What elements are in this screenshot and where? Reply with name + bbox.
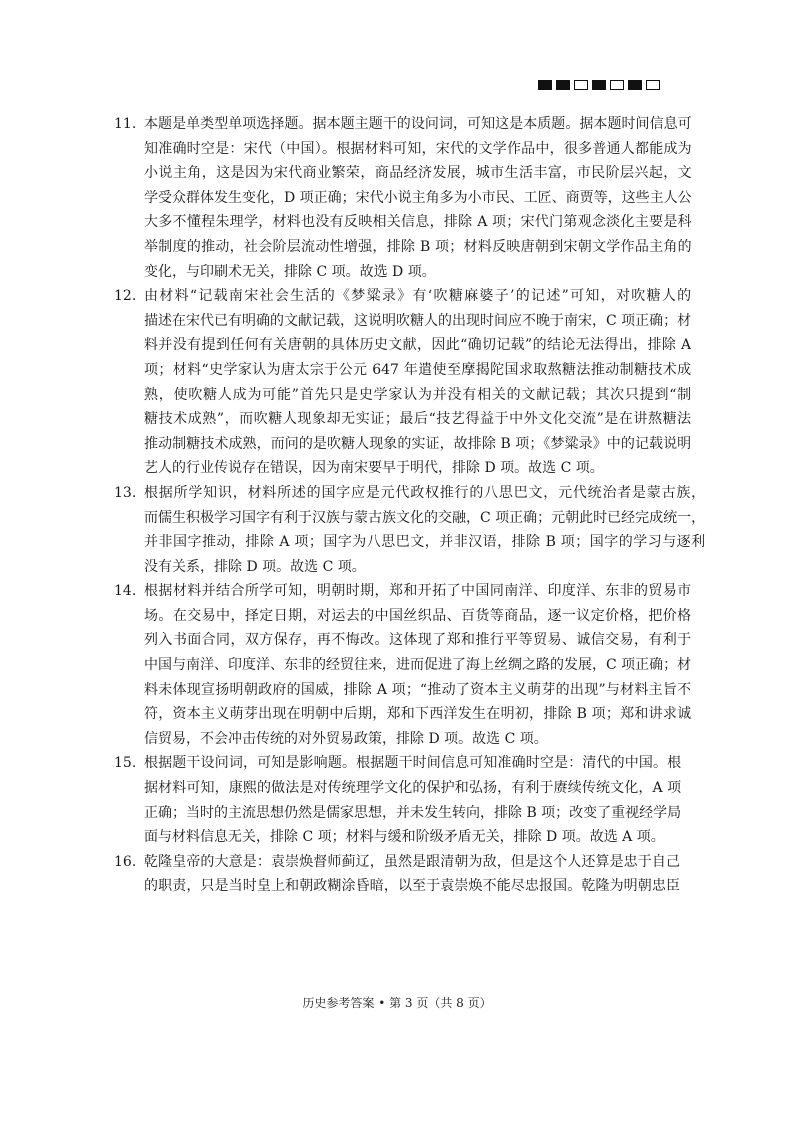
question-number: 13.	[114, 484, 137, 501]
question-number: 12.	[114, 288, 137, 305]
answer-line: 糖技术成熟”，而吹糖人现象却无实证；最后“技艺得益于中外文化交流”是在讲熬糖法	[144, 411, 692, 428]
page-footer: 历史参考答案 • 第 3 页（共 8 页）	[302, 996, 492, 1010]
answer-line: 没有关系，排除 D 项。故选 C 项。	[144, 558, 366, 575]
answer-line: 根据题干设问词，可知是影响题。根据题干时间信息可知准确时空是：清代的中国。根	[144, 755, 682, 772]
answer-line: 知准确时空是：宋代（中国）。根据材料可知，宋代的文学作品中，很多普通人都能成为	[144, 140, 692, 157]
answer-line: 熟，使吹糖人成为可能”首先只是史学家认为并没有相关的文献记载；其次只提到“制	[144, 386, 692, 403]
answer-item	[114, 579, 692, 751]
answer-line: 乾隆皇帝的大意是：袁崇焕督师蓟辽，虽然是跟清朝为敌，但是这个人还算是忠于自己	[144, 853, 680, 870]
answer-line: 料未体现宣扬明朝政府的国威，排除 A 项；“推动了资本主义萌芽的出现”与材料主旨不	[144, 681, 692, 698]
answer-line: 符，资本主义萌芽出现在明朝中后期，郑和下西洋发生在明初，排除 B 项；郑和讲求诚	[144, 706, 692, 723]
question-number: 15.	[114, 755, 137, 772]
answer-line: 列入书面合同，双方保存，再不悔改。这体现了郑和推行平等贸易、诚信交易，有利于	[144, 632, 692, 649]
answer-line: 据材料可知，康熙的做法是对传统理学文化的保护和弘扬，有利于赓续传统文化，A 项	[144, 780, 682, 797]
question-number: 16.	[114, 853, 137, 870]
answer-line: 中国与南洋、印度洋、东非的经贸往来，进而促进了海上丝绸之路的发展，C 项正确；材	[144, 657, 692, 674]
answer-item	[114, 751, 680, 849]
answer-line: 艺人的行业传说存在错误，因为南宋要早于明代，排除 D 项。故选 C 项。	[144, 460, 604, 477]
header-mark	[538, 80, 552, 90]
question-number: 14.	[114, 583, 137, 600]
answer-line: 举制度的推动，社会阶层流动性增强，排除 B 项；材料反映唐朝到宋朝文学作品主角的	[144, 238, 692, 255]
header-mark	[574, 80, 588, 90]
answer-line: 项；材料“史学家认为唐太宗于公元 647 年遣使至摩揭陀国求取熬糖法推动制糖技术成	[144, 361, 692, 378]
answer-line: 变化，与印刷术无关，排除 C 项。故选 D 项。	[144, 263, 436, 280]
answer-line: 小说主角，这是因为宋代商业繁荣，商品经济发展，城市生活丰富，市民阶层兴起，文	[144, 165, 692, 182]
answer-text	[144, 284, 691, 481]
answer-line: 本题是单类型单项选择题。据本题主题干的设问词，可知这是本质题。据本题时间信息可	[144, 116, 692, 132]
question-number: 11.	[114, 116, 137, 132]
answer-content	[114, 112, 706, 899]
answer-item	[114, 112, 692, 284]
header-mark	[646, 80, 660, 90]
answer-text	[144, 850, 680, 899]
answer-item	[114, 284, 692, 481]
answer-line: 并非国字推动，排除 A 项；国字为八思巴文，并非汉语，排除 B 项；国字的学习与逐利	[144, 534, 706, 551]
header-mark	[556, 80, 570, 90]
answer-line: 的职责，只是当时皇上和朝政糊涂昏暗，以至于袁崇焕不能尽忠报国。乾隆为明朝忠臣	[144, 878, 680, 895]
answer-line: 由材料“记载南宋社会生活的《梦粱录》有‘吹糖麻婆子’的记述”可知，对吹糖人的	[144, 288, 692, 305]
answer-text	[144, 112, 692, 284]
answer-line: 面与材料信息无关，排除 C 项；材料与缓和阶级矛盾无关，排除 D 项。故选 A 项。	[144, 829, 665, 846]
answer-line: 场。在交易中，择定日期，对运去的中国丝织品、百货等商品，逐一议定价格，把价格	[144, 607, 692, 624]
answer-line: 推动制糖技术成熟，而问的是吹糖人现象的实证，故排除 B 项；《梦粱录》中的记载说明	[144, 435, 692, 452]
header-mark	[610, 80, 624, 90]
answer-line: 信贸易，不会冲击传统的对外贸易政策，排除 D 项。故选 C 项。	[144, 730, 548, 747]
answer-line: 描述在宋代已有明确的文献记载，这说明吹糖人的出现时间应不晚于南宋，C 项正确；材	[144, 312, 692, 329]
answer-item	[114, 850, 680, 899]
header-mark	[592, 80, 606, 90]
answer-line: 根据材料并结合所学可知，明朝时期，郑和开拓了中国同南洋、印度洋、东非的贸易市	[144, 583, 692, 600]
answer-line: 学受众群体发生变化，D 项正确；宋代小说主角多为小市民、工匠、商贾等，这些主人公	[144, 189, 692, 206]
header-mark	[628, 80, 642, 90]
answer-line: 料并没有提到任何有关唐朝的具体历史文献，因此“确切记载”的结论无法得出，排除 A	[144, 337, 692, 354]
answer-line: 根据所学知识，材料所述的国字应是元代政权推行的八思巴文，元代统治者是蒙古族，	[144, 484, 706, 501]
answer-text	[144, 481, 705, 579]
answer-line: 而儒生积极学习国字有利于汉族与蒙古族文化的交融，C 项正确；元朝此时已经完成统一，	[144, 509, 706, 526]
header-marks	[538, 80, 660, 90]
answer-text	[144, 579, 691, 751]
answer-line: 大多不懂程朱理学，材料也没有反映相关信息，排除 A 项；宋代门第观念淡化主要是科	[144, 214, 692, 231]
answer-item	[114, 481, 706, 579]
answer-line: 正确；当时的主流思想仍然是儒家思想，并未发生转向，排除 B 项；改变了重视经学局	[144, 804, 682, 821]
answer-text	[144, 751, 681, 849]
